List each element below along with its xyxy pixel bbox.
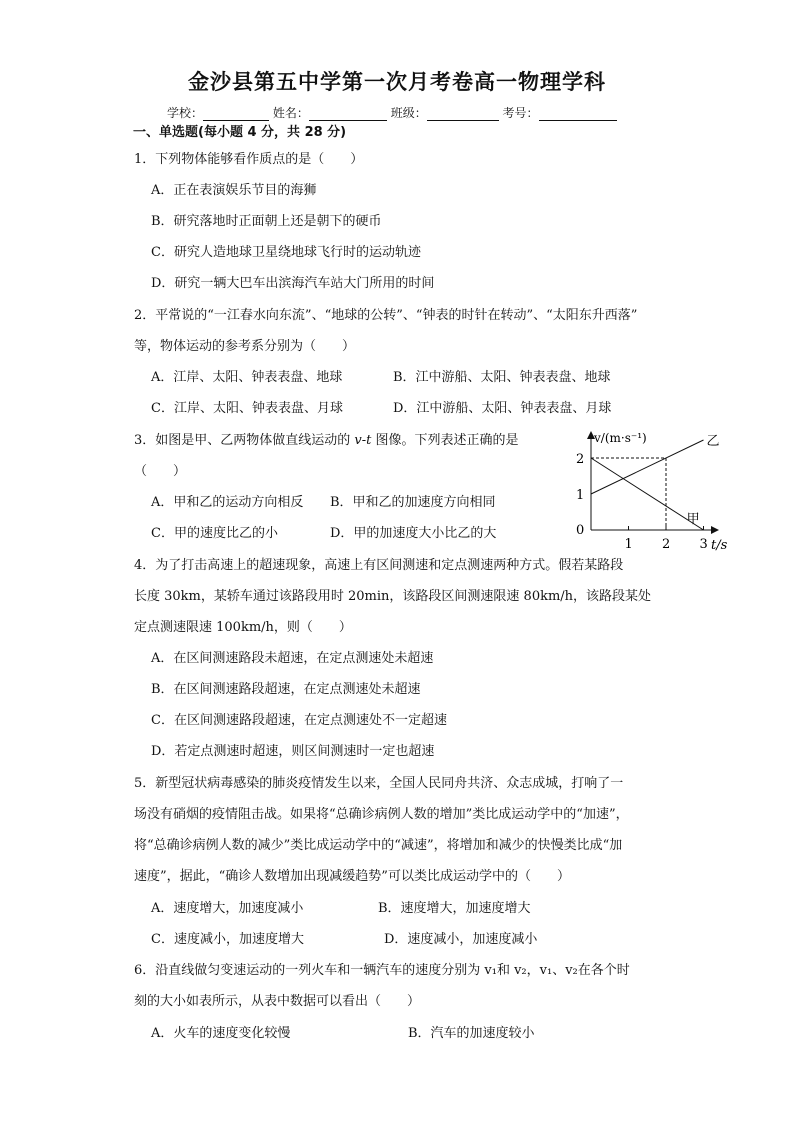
q5-stem-line2: 场没有硝烟的疫情阻击战。如果将“总确诊病例人数的增加”类比成运动学中的“加速”， bbox=[134, 807, 629, 822]
q4-stem-line3: 定点测速限速 100km/h，则（ ） bbox=[134, 620, 352, 635]
q2-option-a: A．江岸、太阳、钟表表盘、地球 bbox=[151, 370, 343, 385]
q4-option-b: B．在区间测速路段超速，在定点测速处未超速 bbox=[151, 682, 421, 697]
q2-option-b: B．江中游船、太阳、钟表表盘、地球 bbox=[393, 370, 611, 385]
x-tick-label: 2 bbox=[662, 537, 671, 552]
q6-stem-line2: 刻的大小如表所示，从表中数据可以看出（ ） bbox=[134, 994, 421, 1009]
q1-option-b: B．研究落地时正面朝上还是朝下的硬币 bbox=[151, 214, 382, 229]
q3-option-d: D．甲的加速度大小比乙的大 bbox=[330, 526, 497, 541]
q6-stem-line1: 6．沿直线做匀变速运动的一列火车和一辆汽车的速度分别为 v₁和 v₂，v₁、v₂在各个时 bbox=[134, 963, 630, 978]
q4-stem-line1: 4．为了打击高速上的超速现象，高速上有区间测速和定点测速两种方式。假若某路段 bbox=[134, 558, 624, 573]
q4-option-a: A．在区间测速路段未超速，在定点测速处未超速 bbox=[151, 651, 434, 666]
y-axis-label: v/(m·s⁻¹) bbox=[594, 431, 647, 445]
name-label: 姓名： bbox=[272, 106, 309, 120]
q1-option-a: A．正在表演娱乐节目的海狮 bbox=[151, 183, 317, 198]
q3-stem-pre: 3．如图是甲、乙两物体做直线运动的 bbox=[134, 433, 355, 448]
q5-option-a: A．速度增大，加速度减小 bbox=[151, 901, 304, 916]
q3-stem-vt: v-t bbox=[354, 433, 372, 448]
q3-stem-post: 图像。下列表述正确的是 bbox=[371, 433, 519, 448]
x-tick-label: 1 bbox=[624, 537, 633, 552]
q4-option-c: C．在区间测速路段超速，在定点测速处不一定超速 bbox=[151, 713, 447, 728]
series-line-2 bbox=[591, 440, 704, 494]
q2-option-d: D．江中游船、太阳、钟表表盘、月球 bbox=[393, 401, 612, 416]
q6-option-a: A．火车的速度变化较慢 bbox=[151, 1026, 291, 1041]
q4-stem-line2: 长度 30km，某轿车通过该路段用时 20min，该路段区间测速限速 80km/h，该路段某处 bbox=[134, 589, 652, 604]
q3-option-c: C．甲的速度比乙的小 bbox=[151, 526, 278, 541]
vt-chart bbox=[560, 424, 750, 556]
name-blank[interactable] bbox=[309, 107, 387, 121]
q5-stem-line3: 将“总确诊病例人数的减少”类比成运动学中的“减速”，将增加和减少的快慢类比成“加 bbox=[134, 838, 623, 853]
y-tick-label: 1 bbox=[576, 488, 585, 503]
origin-label: 0 bbox=[576, 523, 585, 538]
q3-stem bbox=[134, 432, 519, 450]
series-label-1: 甲 bbox=[686, 511, 700, 527]
x-tick-label: 3 bbox=[699, 537, 708, 552]
q3-paren: （ ） bbox=[134, 464, 187, 479]
q1-option-d: D．研究一辆大巴车出滨海汽车站大门所用的时间 bbox=[151, 276, 435, 291]
q5-stem-line4: 速度”，据此，“确诊人数增加出现减缓趋势”可以类比成运动学中的（ ） bbox=[134, 869, 570, 884]
q3-option-a: A．甲和乙的运动方向相反 bbox=[151, 495, 304, 510]
q2-option-c: C．江岸、太阳、钟表表盘、月球 bbox=[151, 401, 343, 416]
class-blank[interactable] bbox=[427, 107, 499, 121]
q6-option-b: B．汽车的加速度较小 bbox=[408, 1026, 535, 1041]
number-label: 考号： bbox=[502, 106, 539, 120]
number-blank[interactable] bbox=[539, 107, 617, 121]
y-tick-label: 2 bbox=[576, 452, 585, 467]
series-label-2: 乙 bbox=[706, 434, 720, 449]
q1-option-c: C．研究人造地球卫星绕地球飞行时的运动轨迹 bbox=[151, 245, 421, 260]
school-label: 学校： bbox=[167, 106, 204, 120]
q3-option-b: B．甲和乙的加速度方向相同 bbox=[330, 495, 496, 510]
x-axis-label: t/s bbox=[711, 538, 728, 553]
q1-stem: 1．下列物体能够看作质点的是（ ） bbox=[134, 152, 364, 167]
q5-stem-line1: 5．新型冠状病毒感染的肺炎疫情发生以来，全国人民同舟共济、众志成城，打响了一 bbox=[134, 776, 624, 791]
q5-option-d: D．速度减小，加速度减小 bbox=[384, 932, 538, 947]
school-blank[interactable] bbox=[203, 107, 269, 121]
exam-title: 金沙县第五中学第一次月考卷高一物理学科 bbox=[188, 70, 606, 94]
q2-stem-line2: 等，物体运动的参考系分别为（ ） bbox=[134, 339, 356, 354]
q4-option-d: D．若定点测速时超速，则区间测速时一定也超速 bbox=[151, 744, 435, 759]
student-info-line bbox=[167, 104, 617, 121]
q5-option-b: B．速度增大，加速度增大 bbox=[378, 901, 531, 916]
class-label: 班级： bbox=[390, 106, 427, 120]
q2-stem-line1: 2．平常说的“一江春水向东流”、“地球的公转”、“钟表的时针在转动”、“太阳东升西落” bbox=[134, 308, 638, 323]
section-heading: 一、单选题(每小题 4 分，共 28 分) bbox=[133, 125, 347, 140]
q5-option-c: C．速度减小，加速度增大 bbox=[151, 932, 304, 947]
